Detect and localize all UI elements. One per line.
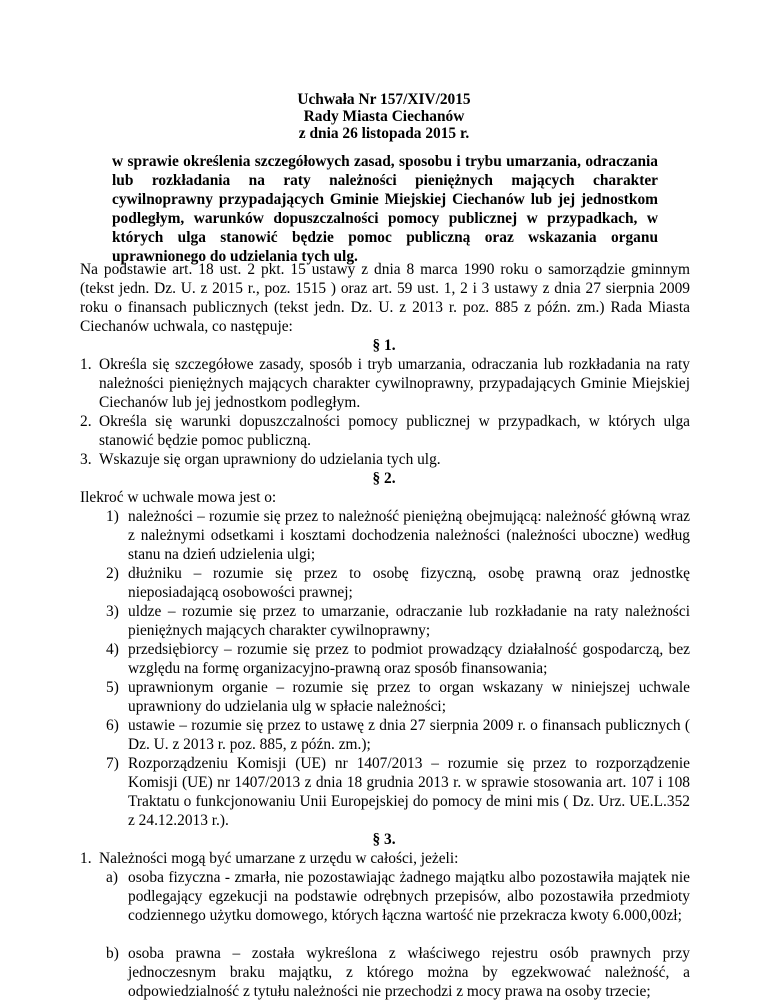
s3-letter: a): [106, 869, 118, 886]
s3-item-b: [128, 944, 690, 1001]
definition-4-text: przedsiębiorcy – rozumie się przez to podmiot prowadzący działalność gospodarczą, bez względu na formę organizacyjno-prawną oraz sposób finansowania;: [128, 641, 690, 677]
council-name: Rady Miasta Ciechanów: [303, 108, 465, 125]
definition-6-text: ustawie – rozumie się przez to ustawę z dnia 27 sierpnia 2009 r. o finansach publicznych ( Dz. U. z 2013 r. poz. 885, z późn. zm.);: [128, 717, 690, 753]
s3-point-1-text: Należności mogą być umarzane z urzędu w całości, jeżeli:: [99, 850, 459, 867]
s3-item-b-text: osoba prawna – została wykreślona z właściwego rejestru osób prawnych przy jednoczesnym braku majątku, z którego można by egzekwować należność, a odpowiedzialność z tytułu należności nie przechodzi z mocy prawa na osoby trzecie;: [128, 945, 690, 1000]
definition-number: 5): [106, 679, 119, 696]
section-1-heading: § 1.: [372, 337, 396, 354]
s1-item-1: [99, 355, 690, 412]
definition-4: [128, 640, 690, 678]
s1-item-number: 1.: [80, 356, 92, 373]
definition-3: [128, 602, 690, 640]
definition-number: 1): [106, 508, 119, 525]
definition-1-text: należności – rozumie się przez to należność pieniężną obejmującą: należność główną wraz z należnymi odsetkami i kosztami dochodzenia należności (należności uboczne) według stanu na dzień udzielenia ulgi;: [128, 508, 690, 563]
definition-number: 3): [106, 603, 119, 620]
resolution-subject: w sprawie określenia szczegółowych zasad, sposobu i trybu umarzania, odraczania lub rozkładania na raty należności pieniężnych mających charakter cywilnoprawny przypadających Gminie Miejskiej Ciechanów lub jej jednostkom podległym, warunków dopuszczalności pomocy publicznej w przypadkach, w których ulga stanowić będzie pomoc publiczną oraz wskazania organu uprawnionego do udzielania tych ulg.: [112, 153, 658, 265]
resolution-date: z dnia 26 listopada 2015 r.: [298, 125, 470, 142]
definition-number: 2): [106, 565, 119, 582]
s1-item-2-text: Określa się warunki dopuszczalności pomocy publicznej w przypadkach, w których ulga stanowić będzie pomoc publiczną.: [99, 413, 690, 449]
definition-number: 7): [106, 755, 119, 772]
s1-item-number: 3.: [80, 451, 92, 468]
definition-6: [128, 716, 690, 754]
definition-5: [128, 678, 690, 716]
s3-point-1: [99, 849, 690, 868]
definition-5-text: uprawnionym organie – rozumie się przez to organ wskazany w niniejszej uchwale uprawniony do udzielania ulg w spłacie należności;: [128, 679, 690, 715]
section-2-heading: § 2.: [372, 470, 396, 487]
s1-item-2: [99, 412, 690, 450]
preamble: Na podstawie art. 18 ust. 2 pkt. 15 ustawy z dnia 8 marca 1990 roku o samorządzie gminnym (tekst jedn. Dz. U. z 2015 r., poz. 1515 ) oraz art. 59 ust. 1, 2 i 3 ustawy z dnia 27 sierpnia 2009 roku o finansach publicznych (tekst jedn. Dz. U. z 2013 r. poz. 885 z późn. zm.) Rada Miasta Ciechanów uchwala, co następuje:: [80, 261, 690, 335]
definition-number: 6): [106, 717, 119, 734]
s3-item-a-text: osoba fizyczna - zmarła, nie pozostawiając żadnego majątku albo pozostawiła majątek nie podlegający egzekucji na podstawie odrębnych przepisów, albo pozostawiła przedmioty codziennego użytku domowego, których łączna wartość nie przekracza kwoty 6.000,00zł;: [128, 869, 690, 924]
section-2-intro: Ilekroć w uchwale mowa jest o:: [80, 489, 277, 506]
definition-7-text: Rozporządzeniu Komisji (UE) nr 1407/2013 – rozumie się przez to rozporządzenie Komisji (UE) nr 1407/2013 z dnia 18 grudnia 2013 r. w sprawie stosowania art. 107 i 108 Traktatu o funkcjonowaniu Unii Europejskiej do pomocy de mini mis ( Dz. Urz. UE.L.352 z 24.12.2013 r.).: [128, 755, 690, 829]
definition-number: 4): [106, 641, 119, 658]
s1-item-3-text: Wskazuje się organ uprawniony do udzielania tych ulg.: [99, 451, 441, 468]
definition-7: [128, 754, 690, 830]
s1-item-3: [99, 450, 690, 469]
definition-3-text: uldze – rozumie się przez to umarzanie, odraczanie lub rozkładanie na raty należności pieniężnych mających charakter cywilnoprawny;: [128, 603, 690, 639]
resolution-number: Uchwała Nr 157/XIV/2015: [297, 91, 471, 108]
s3-item-a: [128, 868, 690, 925]
s3-letter: b): [106, 945, 119, 962]
s1-item-1-text: Określa się szczegółowe zasady, sposób i tryb umarzania, odraczania lub rozkładania na raty należności pieniężnych mających charakter cywilnoprawny, przypadających Gminie Miejskiej Ciechanów lub jej jednostkom podległym.: [99, 356, 690, 411]
s3-point-number: 1.: [80, 850, 92, 867]
section-3-heading: § 3.: [372, 831, 396, 848]
definition-2: [128, 564, 690, 602]
definition-2-text: dłużniku – rozumie się przez to osobę fizyczną, osobę prawną oraz jednostkę nieposiadającą osobowości prawnej;: [128, 565, 690, 601]
definition-1: [128, 507, 690, 564]
s1-item-number: 2.: [80, 413, 92, 430]
